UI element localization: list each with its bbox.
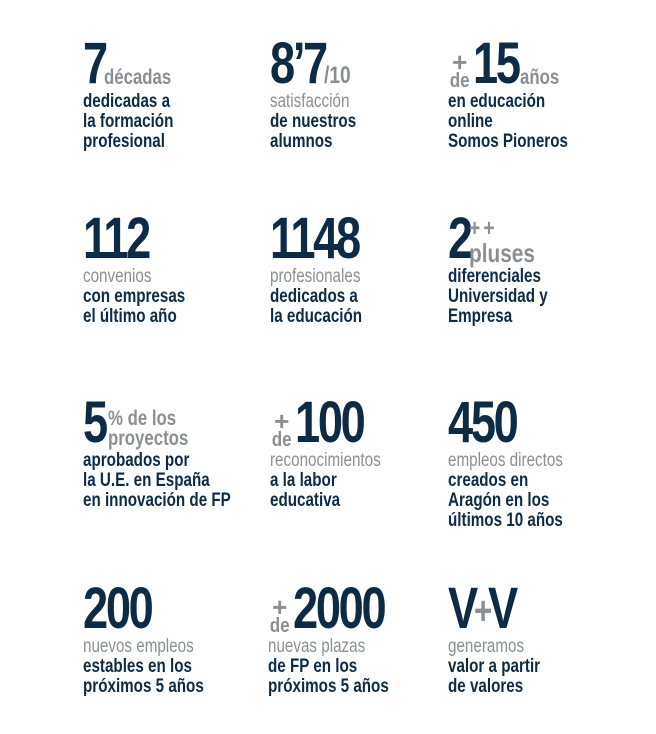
stat-line: de FP en los	[268, 656, 358, 678]
stat-suffix-stack	[108, 409, 208, 449]
stat-line: aprobados por	[83, 450, 190, 472]
stat-gray-line: generamos	[448, 636, 525, 658]
stat-value: 15	[473, 31, 519, 96]
stat-suffix-top: ++	[469, 214, 499, 242]
stat-line: próximos 5 años	[268, 676, 389, 698]
stat-anos	[448, 31, 598, 153]
stat-suffix: pluses	[469, 237, 536, 268]
stat-value: 5	[83, 390, 106, 455]
stat-line: dedicadas a	[83, 91, 171, 113]
stat-reconocimientos	[270, 390, 408, 512]
plus-de-prefix	[270, 406, 293, 452]
stat-line: diferenciales	[448, 266, 541, 288]
stat-line: a la labor	[270, 470, 337, 492]
stat-line: en educación	[448, 91, 546, 113]
stat-line: en innovación de FP	[83, 490, 231, 512]
stat-line: la U.E. en España	[83, 470, 210, 492]
stat-line: Universidad y	[448, 286, 548, 308]
stat-line: estables en los	[83, 656, 192, 678]
stat-value: 200	[83, 576, 152, 641]
plus-sign: +	[452, 47, 468, 78]
stat-suffix-top: % de los	[108, 407, 177, 431]
stat-gray-line: convenios	[83, 266, 152, 288]
stat-value-end: V	[488, 576, 516, 641]
stat-line: la educación	[270, 306, 363, 328]
stat-value: 2000	[293, 576, 385, 641]
stat-line: dedicados a	[270, 286, 358, 308]
stat-line: Somos Pioneros	[448, 131, 568, 153]
stat-gray-line: reconocimientos	[270, 450, 381, 472]
stat-empleos-directos	[448, 390, 592, 532]
stat-line: con empresas	[83, 286, 186, 308]
stat-line: el último año	[83, 306, 177, 328]
de-text: de	[449, 70, 470, 93]
stat-convenios	[83, 206, 211, 328]
stat-suffix: /10	[323, 62, 351, 90]
stat-suffix-stack	[469, 214, 551, 268]
stat-line: Aragón en los	[448, 490, 550, 512]
stat-gray-line: nuevos empleos	[83, 636, 194, 658]
stat-value: 7	[83, 31, 106, 96]
plus-sign: +	[473, 589, 490, 634]
stat-nuevos-empleos	[83, 576, 234, 698]
de-text: de	[269, 615, 290, 638]
stat-line: la formación	[83, 111, 174, 133]
stat-proyectos	[83, 390, 268, 512]
stat-gray-line: satisfacción	[270, 91, 350, 113]
stat-gray-line: empleos directos	[448, 450, 563, 472]
stat-suffix: años	[519, 66, 560, 90]
stat-decadas	[83, 31, 196, 153]
stat-line: online	[448, 111, 493, 133]
stat-pluses	[448, 206, 573, 328]
stat-value: 100	[295, 390, 364, 455]
stat-profesionales	[270, 206, 385, 328]
stat-line: Empresa	[448, 306, 513, 328]
stat-valor	[448, 576, 563, 698]
stat-line: próximos 5 años	[83, 676, 204, 698]
stat-value: V	[448, 576, 476, 641]
stat-gray-line: nuevas plazas	[268, 636, 366, 658]
stat-line: profesional	[83, 131, 165, 153]
stat-gray-line: profesionales	[270, 266, 361, 288]
plus-sign: +	[272, 592, 288, 623]
stat-value: 450	[448, 390, 517, 455]
stat-line: educativa	[270, 490, 341, 512]
stat-value: 112	[83, 206, 149, 271]
stat-value: 8’7	[270, 31, 326, 96]
stat-value: 1148	[270, 206, 359, 271]
stat-line: valor a partir	[448, 656, 541, 678]
stat-line: creados en	[448, 470, 529, 492]
stat-line: de valores	[448, 676, 524, 698]
stat-value: 2	[448, 206, 471, 271]
stat-line: últimos 10 años	[448, 510, 563, 532]
plus-sign: +	[274, 406, 290, 437]
de-text: de	[271, 429, 292, 452]
stat-suffix: proyectos	[108, 427, 189, 451]
stat-suffix: décadas	[104, 66, 172, 90]
stat-satisfaccion	[270, 31, 378, 153]
stat-line: alumnos	[270, 131, 333, 153]
stat-line: de nuestros	[270, 111, 357, 133]
plus-de-prefix	[448, 47, 471, 93]
stat-nuevas-plazas	[268, 576, 419, 698]
plus-de-prefix	[268, 592, 291, 638]
